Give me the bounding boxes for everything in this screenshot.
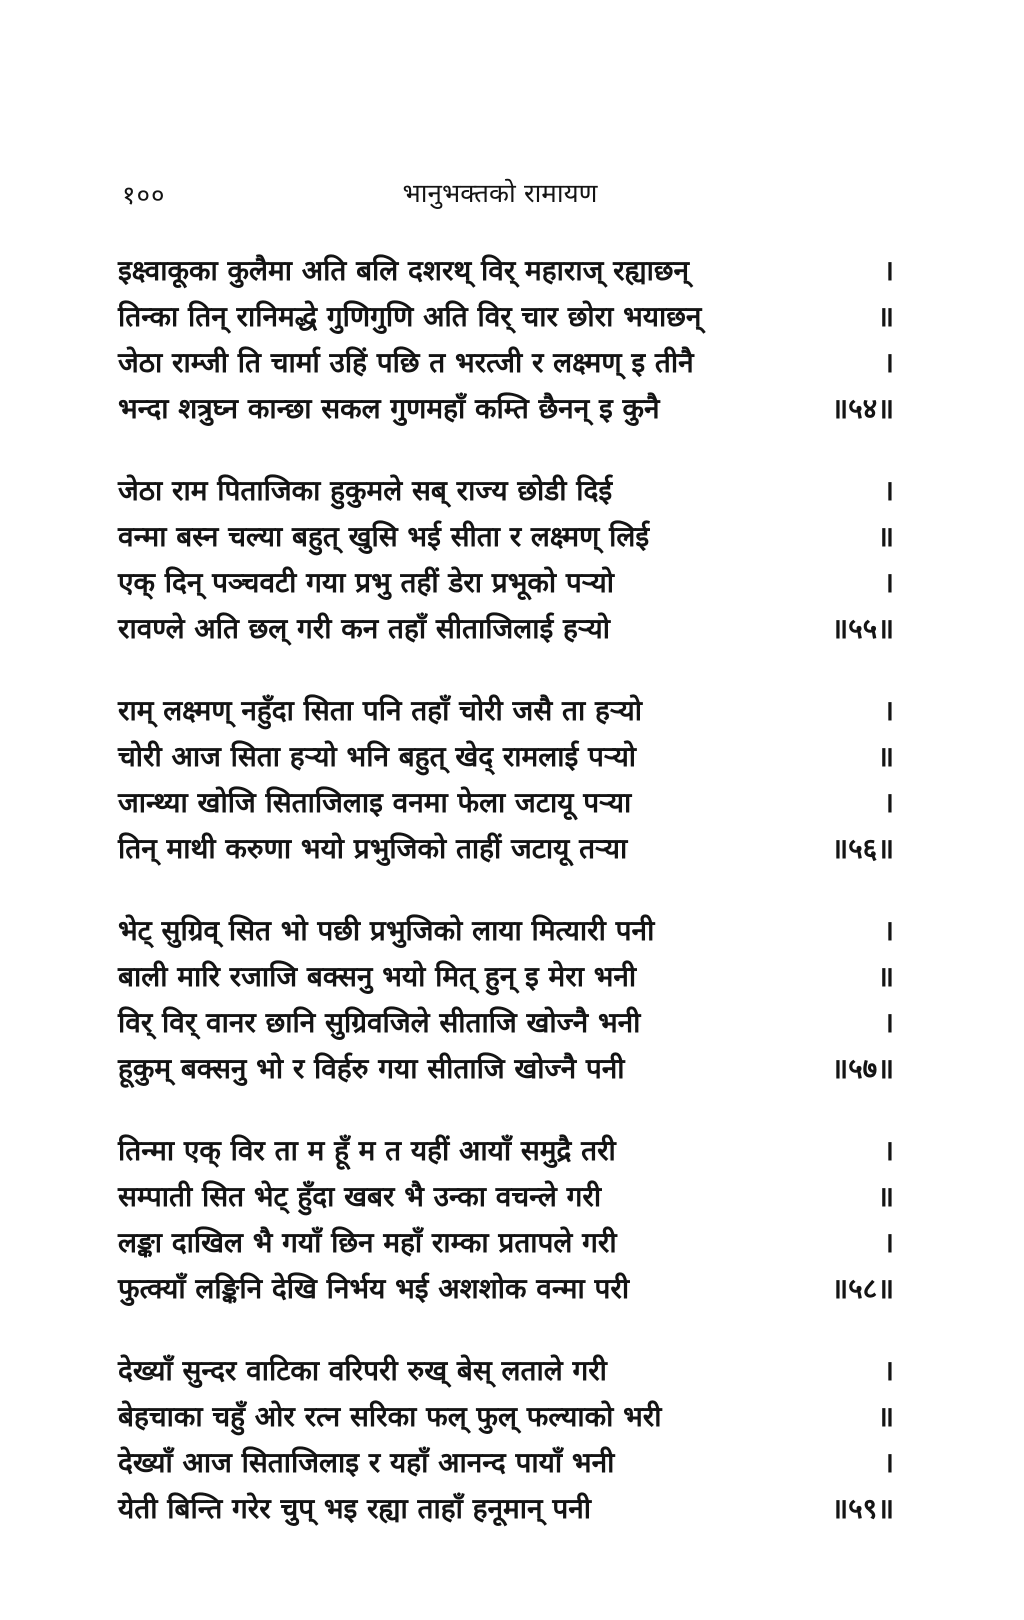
running-title: भानुभक्तको रामायण	[402, 179, 598, 209]
verse-line-marker: ॥	[877, 520, 894, 553]
verse-line	[118, 734, 894, 780]
verse-line-marker: ।	[883, 1006, 894, 1039]
verse-line-text: इक्ष्वाकूका कुलैमा अति बलि दशरथ् विर् महाराज् रह्याछन्	[118, 254, 690, 287]
verse-line-text: फुत्क्याँ लङ्किनि देखि निर्भय भई अशशोक वन्मा परी	[118, 1272, 630, 1305]
verse-line-marker: ॥	[877, 300, 894, 333]
verse-line-marker: ।	[883, 1354, 894, 1387]
verse-line	[118, 688, 894, 734]
verse-line	[118, 1220, 894, 1266]
page-number: १००	[122, 181, 166, 211]
verse-line	[118, 294, 894, 340]
verse-line	[118, 606, 894, 652]
verse-line-text: विर् विर् वानर छानि सुग्रिवजिले सीताजि खोज्नै भनी	[118, 1006, 641, 1039]
verse-line-marker: ।	[883, 1134, 894, 1167]
stanza-57	[118, 908, 894, 1092]
verse-line-text: बाली मारि रजाजि बक्सनु भयो मित् हुन् इ मेरा भनी	[118, 960, 637, 993]
verse-line-text: भन्दा शत्रुघ्न कान्छा सकल गुणमहाँ कम्ति छैनन् इ कुनै	[118, 392, 660, 425]
verse-body	[118, 248, 894, 1532]
verse-line-text: चोरी आज सिता हऱ्यो भनि बहुत् खेद् रामलाई पऱ्यो	[118, 740, 637, 773]
stanza-56	[118, 688, 894, 872]
verse-line	[118, 560, 894, 606]
verse-line-text: तिन् माथी करुणा भयो प्रभुजिको ताहीं जटायू तऱ्या	[118, 832, 628, 865]
verse-line-marker: ॥	[877, 740, 894, 773]
verse-line-marker: ॥	[877, 960, 894, 993]
verse-line	[118, 780, 894, 826]
verse-line	[118, 248, 894, 294]
verse-line-text: जेठा राम पिताजिका हुकुमले सब् राज्य छोडी दिई	[118, 474, 613, 507]
verse-line-text: जेठा राम्जी ति चार्मा उहिं पछि त भरत्जी र लक्ष्मण् इ तीनै	[118, 346, 694, 379]
verse-line-marker: ।	[883, 346, 894, 379]
verse-line-marker: ।	[883, 694, 894, 727]
verse-line	[118, 1046, 894, 1092]
verse-line	[118, 826, 894, 872]
verse-line-text: बेहचाका चहुँ ओर रत्न सरिका फल् फुल् फल्याको भरी	[118, 1400, 662, 1433]
verse-line	[118, 1128, 894, 1174]
verse-number: ॥५५॥	[831, 612, 894, 645]
verse-line	[118, 468, 894, 514]
verse-line-text: तिन्मा एक् विर ता म हूँ म त यहीं आयाँ समुद्रै तरी	[118, 1134, 616, 1167]
verse-line	[118, 1440, 894, 1486]
verse-line-text: वन्मा बस्न चल्या बहुत् खुसि भई सीता र लक्ष्मण् लिई	[118, 520, 650, 553]
verse-line	[118, 1174, 894, 1220]
stanza-59	[118, 1348, 894, 1532]
verse-line-text: रावण्ले अति छल् गरी कन तहाँ सीताजिलाई हऱ्यो	[118, 612, 611, 645]
verse-line-text: लङ्का दाखिल भै गयाँ छिन महाँ राम्का प्रतापले गरी	[118, 1226, 617, 1259]
verse-line	[118, 1394, 894, 1440]
stanza-58	[118, 1128, 894, 1312]
verse-number: ॥५८॥	[831, 1272, 894, 1305]
verse-line	[118, 1348, 894, 1394]
verse-line-text: देख्याँ आज सिताजिलाइ र यहाँ आनन्द पायाँ भनी	[118, 1446, 615, 1479]
verse-line	[118, 1000, 894, 1046]
verse-line	[118, 340, 894, 386]
verse-line-text: हूकुम् बक्सनु भो र विर्हरु गया सीताजि खोज्नै पनी	[118, 1052, 625, 1085]
verse-line	[118, 954, 894, 1000]
verse-line	[118, 514, 894, 560]
verse-line	[118, 1486, 894, 1532]
verse-line-text: तिन्का तिन् रानिमद्धे गुणिगुणि अति विर् चार छोरा भयाछन्	[118, 300, 702, 333]
verse-line-marker: ।	[883, 254, 894, 287]
stanza-55	[118, 468, 894, 652]
verse-line-text: सम्पाती सित भेट् हुँदा खबर भै उन्का वचन्ले गरी	[118, 1180, 602, 1213]
verse-line-marker: ।	[883, 1226, 894, 1259]
verse-line	[118, 1266, 894, 1312]
verse-line	[118, 908, 894, 954]
verse-line-text: येती बिन्ति गरेर चुप् भइ रह्या ताहाँ हनूमान् पनी	[118, 1492, 592, 1525]
verse-line-text: भेट् सुग्रिव् सित भो पछी प्रभुजिको लाया मित्यारी पनी	[118, 914, 655, 947]
verse-line-marker: ।	[883, 566, 894, 599]
verse-line-marker: ।	[883, 786, 894, 819]
verse-line-marker: ॥	[877, 1180, 894, 1213]
verse-line	[118, 386, 894, 432]
verse-number: ॥५६॥	[831, 832, 894, 865]
verse-number: ॥५९॥	[831, 1492, 894, 1525]
verse-line-marker: ॥	[877, 1400, 894, 1433]
stanza-54	[118, 248, 894, 432]
verse-line-text: जान्थ्या खोजि सिताजिलाइ वनमा फेला जटायू पऱ्या	[118, 786, 632, 819]
verse-line-marker: ।	[883, 474, 894, 507]
verse-line-text: देख्याँ सुन्दर वाटिका वरिपरी रुख् बेस् लताले गरी	[118, 1354, 607, 1387]
verse-line-text: एक् दिन् पञ्चवटी गया प्रभु तहीं डेरा प्रभूको पऱ्यो	[118, 566, 614, 599]
verse-line-marker: ।	[883, 914, 894, 947]
verse-number: ॥५७॥	[831, 1052, 894, 1085]
verse-line-text: राम् लक्ष्मण् नहुँदा सिता पनि तहाँ चोरी जसै ता हऱ्यो	[118, 694, 642, 727]
verse-line-marker: ।	[883, 1446, 894, 1479]
verse-number: ॥५४॥	[831, 392, 894, 425]
